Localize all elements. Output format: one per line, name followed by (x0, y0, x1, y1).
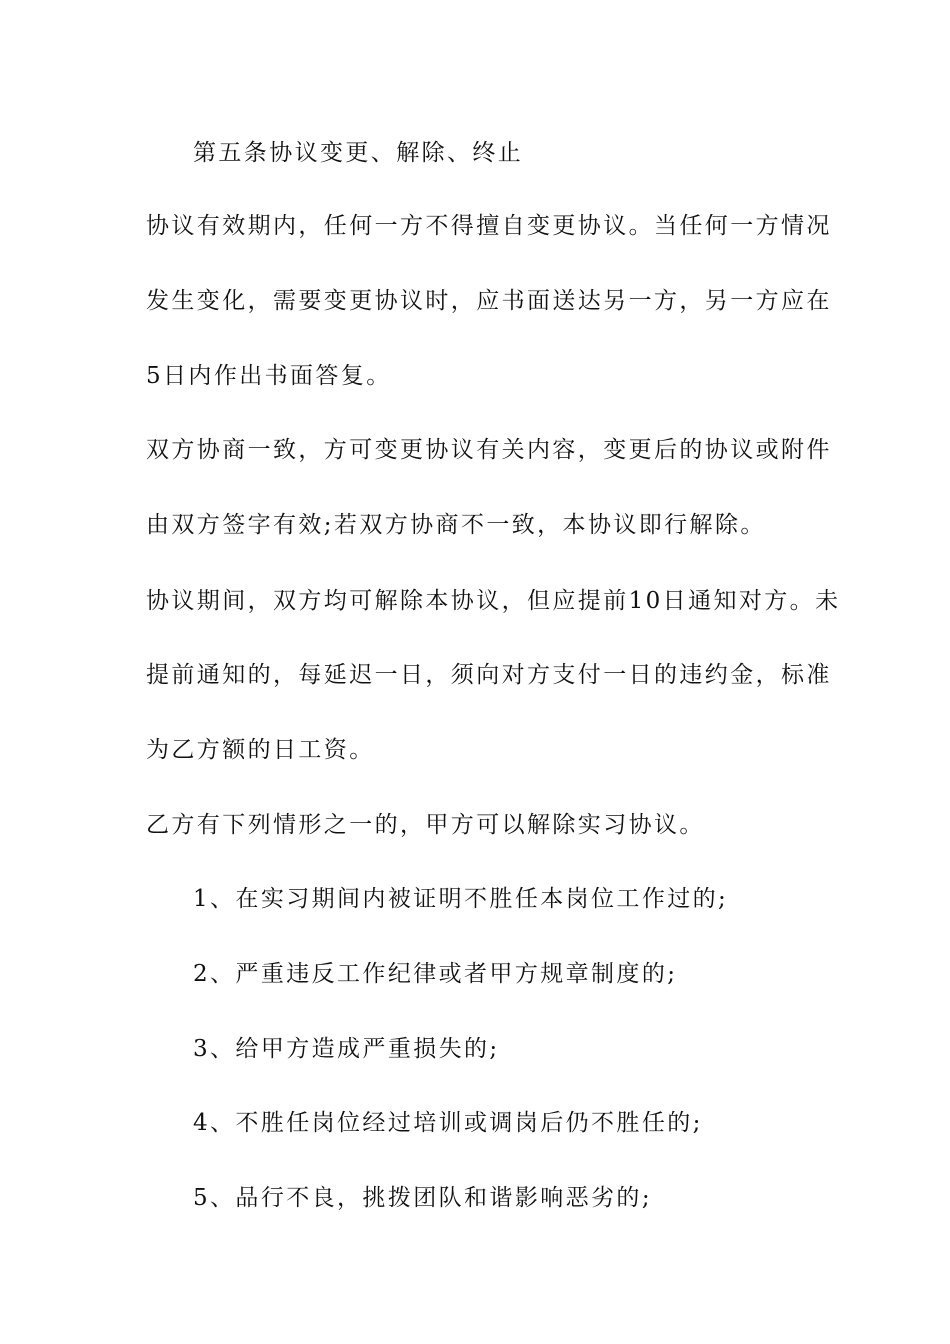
list-item: 2、严重违反工作纪律或者甲方规章制度的; (193, 961, 678, 987)
list-item: 4、不胜任岗位经过培训或调岗后仍不胜任的; (193, 1110, 703, 1136)
paragraph-line: 发生变化，需要变更协议时，应书面送达另一方，另一方应在 (146, 288, 832, 314)
list-item: 5、品行不良，挑拨团队和谐影响恶劣的; (193, 1185, 652, 1211)
paragraph-line: 乙方有下列情形之一的，甲方可以解除实习协议。 (146, 812, 705, 838)
paragraph-line: 协议有效期内，任何一方不得擅自变更协议。当任何一方情况 (146, 213, 832, 239)
paragraph-line: 5日内作出书面答复。 (146, 363, 392, 389)
paragraph-line: 为乙方额的日工资。 (146, 737, 375, 763)
paragraph-line: 协议期间，双方均可解除本协议，但应提前10日通知对方。未 (146, 588, 841, 614)
paragraph-line: 提前通知的，每延迟一日，须向对方支付一日的违约金，标准 (146, 662, 832, 688)
section-heading: 第五条协议变更、解除、终止 (193, 140, 524, 166)
list-item: 1、在实习期间内被证明不胜任本岗位工作过的; (193, 886, 729, 912)
paragraph-line: 双方协商一致，方可变更协议有关内容，变更后的协议或附件 (146, 437, 832, 463)
paragraph-line: 由双方签字有效;若双方协商不一致，本协议即行解除。 (146, 512, 766, 538)
list-item: 3、给甲方造成严重损失的; (193, 1036, 500, 1062)
